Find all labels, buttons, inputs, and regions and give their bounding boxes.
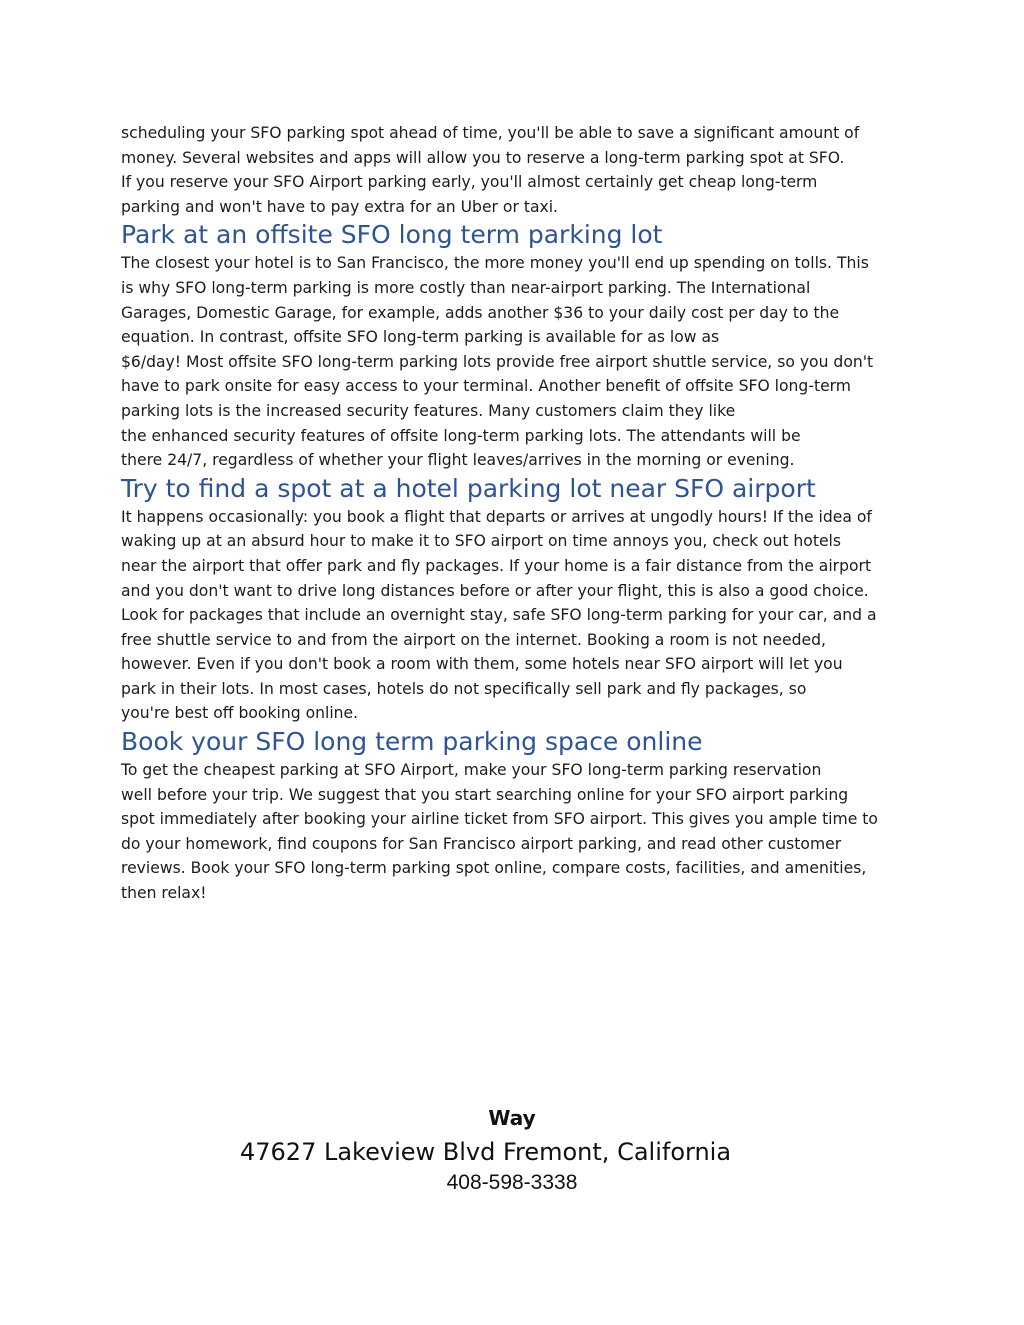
text-line: well before your trip. We suggest that you start searching online for your SFO airport parking	[121, 785, 849, 804]
text-line: have to park onsite for easy access to your terminal. Another benefit of offsite SFO long-term	[121, 377, 851, 396]
text-line: the enhanced security features of offsite long-term parking lots. The attendants will be	[121, 426, 801, 445]
section-heading-book-online: Book your SFO long term parking space online	[121, 727, 703, 757]
company-phone: 408-598-3338	[446, 1171, 578, 1194]
offsite-parking-paragraph	[121, 251, 921, 472]
text-line: reviews. Book your SFO long-term parking spot online, compare costs, facilities, and amenities,	[121, 859, 867, 878]
text-line: scheduling your SFO parking spot ahead of time, you'll be able to save a significant amount of	[121, 124, 860, 142]
text-line: spot immediately after booking your airline ticket from SFO airport. This gives you ample time to	[121, 810, 878, 829]
section-heading-offsite-parking: Park at an offsite SFO long term parking lot	[121, 220, 663, 250]
text-line: To get the cheapest parking at SFO Airport, make your SFO long-term parking reservation	[121, 761, 822, 780]
text-line: Look for packages that include an overnight stay, safe SFO long-term parking for your car, and a	[121, 606, 877, 625]
company-name: Way	[488, 1106, 536, 1130]
text-line: then relax!	[121, 884, 207, 903]
text-line: parking lots is the increased security features. Many customers claim they like	[121, 401, 736, 420]
text-line: It happens occasionally: you book a flight that departs or arrives at ungodly hours! If the idea of	[121, 507, 872, 526]
text-line: parking and won't have to pay extra for an Uber or taxi.	[121, 197, 559, 216]
text-line: and you don't want to drive long distances before or after your flight, this is also a good choice.	[121, 581, 869, 600]
article-body	[121, 121, 921, 906]
company-address: 47627 Lakeview Blvd Fremont, California	[240, 1138, 732, 1166]
book-online-paragraph	[121, 758, 921, 906]
text-line: Garages, Domestic Garage, for example, adds another $36 to your daily cost per day to the	[121, 303, 840, 322]
text-line: free shuttle service to and from the airport on the internet. Booking a room is not needed,	[121, 630, 826, 649]
text-line: The closest your hotel is to San Francisco, the more money you'll end up spending on tolls. This	[121, 254, 869, 273]
text-line: $6/day! Most offsite SFO long-term parking lots provide free airport shuttle service, so you don't	[121, 352, 874, 371]
intro-paragraph	[121, 121, 921, 219]
text-line: you're best off booking online.	[121, 704, 359, 723]
text-line: park in their lots. In most cases, hotels do not specifically sell park and fly packages, so	[121, 679, 807, 698]
text-line: equation. In contrast, offsite SFO long-term parking is available for as low as	[121, 328, 720, 347]
text-line: is why SFO long-term parking is more costly than near-airport parking. The International	[121, 278, 811, 297]
text-line: there 24/7, regardless of whether your flight leaves/arrives in the morning or evening.	[121, 451, 795, 470]
text-line: If you reserve your SFO Airport parking early, you'll almost certainly get cheap long-term	[121, 173, 818, 192]
text-line: waking up at an absurd hour to make it to SFO airport on time annoys you, check out hotels	[121, 532, 842, 551]
text-line: money. Several websites and apps will allow you to reserve a long-term parking spot at SFO.	[121, 148, 845, 167]
section-heading-hotel-parking: Try to find a spot at a hotel parking lot near SFO airport	[121, 473, 816, 503]
text-line: however. Even if you don't book a room with them, some hotels near SFO airport will let you	[121, 655, 843, 674]
hotel-parking-paragraph	[121, 505, 921, 726]
text-line: near the airport that offer park and fly packages. If your home is a fair distance from the airport	[121, 556, 872, 575]
text-line: do your homework, find coupons for San Francisco airport parking, and read other customer	[121, 834, 842, 853]
